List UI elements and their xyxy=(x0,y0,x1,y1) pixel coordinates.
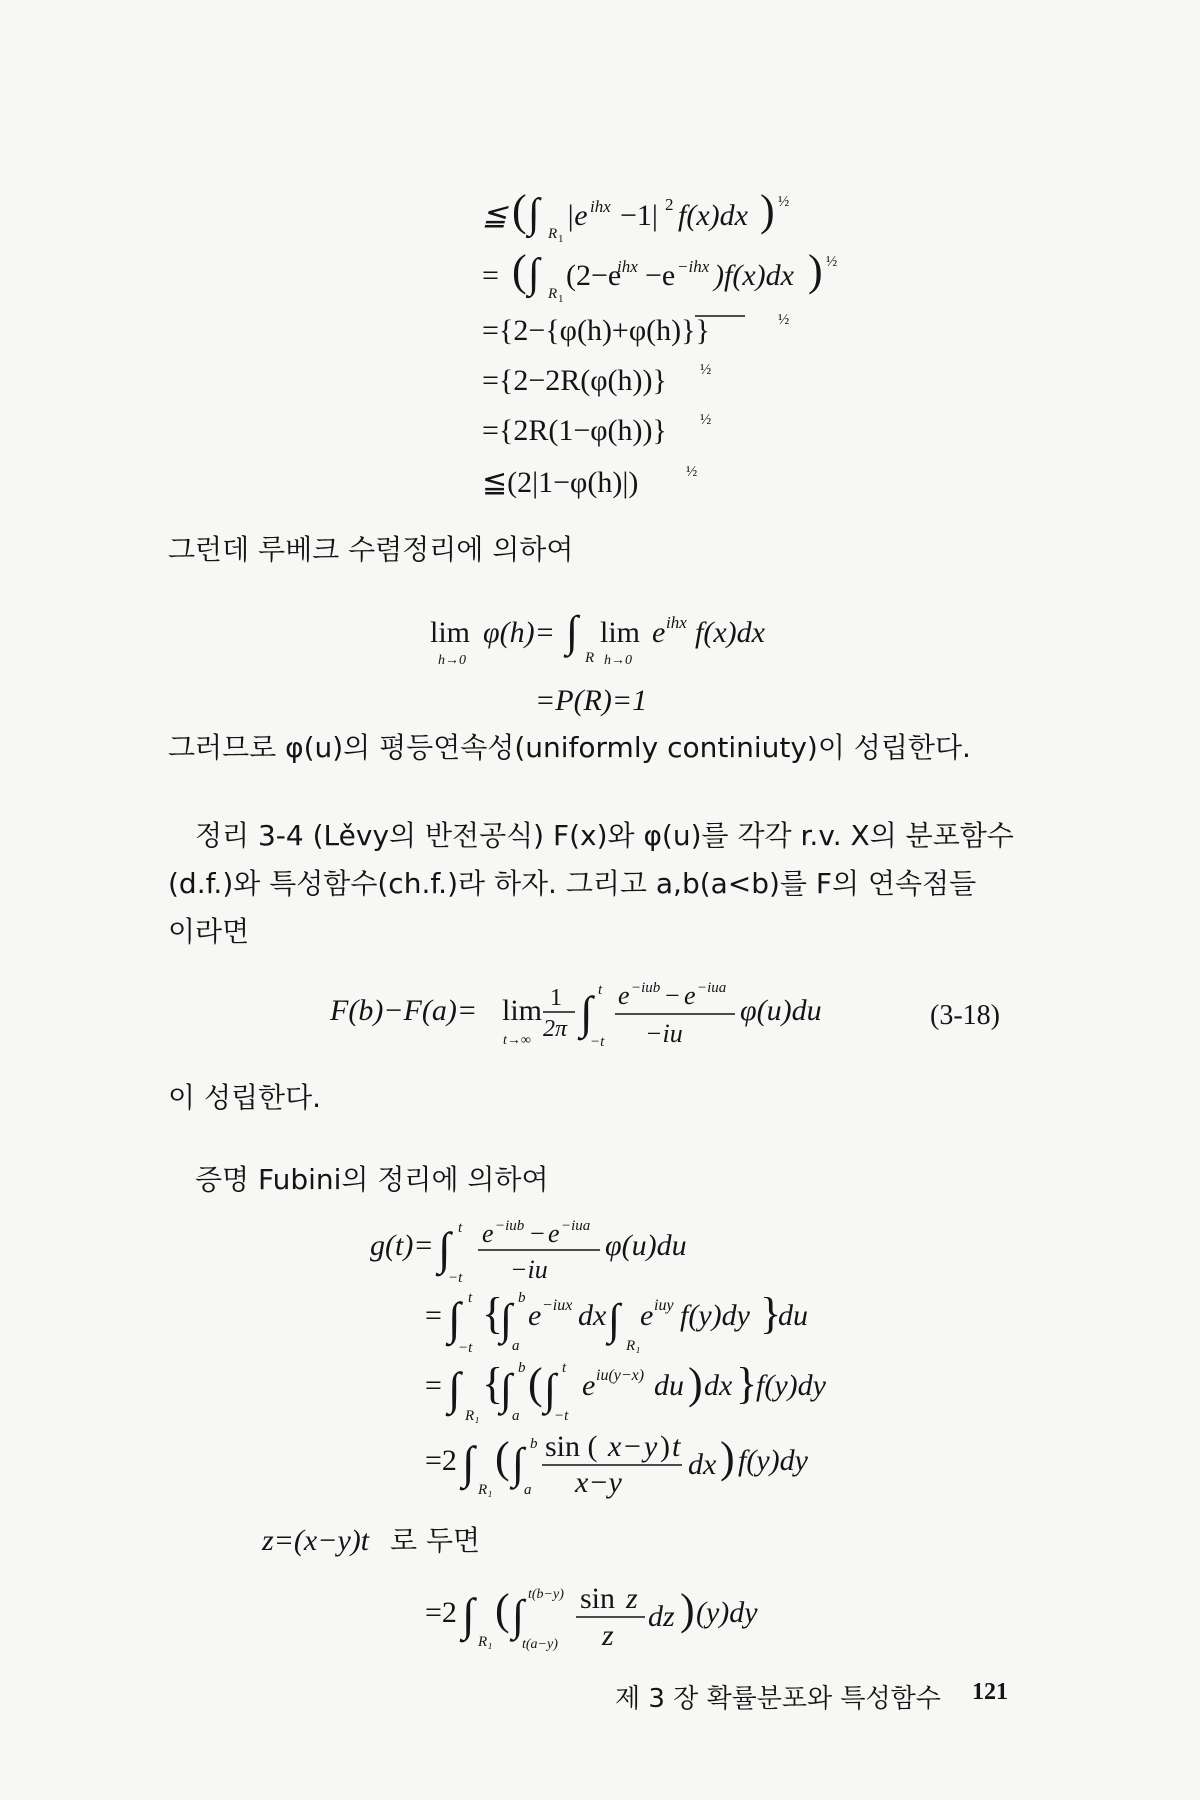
svg-text:½: ½ xyxy=(686,464,698,480)
svg-text:e: e xyxy=(528,1299,542,1332)
svg-text:=: = xyxy=(482,259,499,292)
svg-text:1: 1 xyxy=(550,985,562,1011)
final-equation xyxy=(0,1570,1200,1670)
svg-text:e: e xyxy=(548,1219,560,1248)
svg-text:(: ( xyxy=(495,1433,510,1482)
svg-text:g(t)=: g(t)= xyxy=(370,1229,434,1262)
proof-eq-3 xyxy=(425,1359,827,1424)
svg-text:½: ½ xyxy=(700,362,712,378)
svg-text:−iu: −iu xyxy=(645,1019,683,1048)
svg-text:−t: −t xyxy=(554,1408,569,1424)
svg-text:)f(x)dx: )f(x)dx xyxy=(714,259,794,292)
substitution-line xyxy=(0,1510,1200,1570)
svg-text:dx: dx xyxy=(688,1448,717,1481)
svg-text:∫: ∫ xyxy=(512,1439,525,1488)
svg-text:R: R xyxy=(548,226,558,242)
svg-text:e: e xyxy=(652,616,666,649)
paragraph-holds: 이 성립한다. xyxy=(168,1081,322,1114)
svg-text:{: { xyxy=(482,1359,504,1408)
theorem-line-3: 이라면 xyxy=(168,915,250,948)
svg-text:1: 1 xyxy=(558,293,564,305)
svg-text:t→∞: t→∞ xyxy=(503,1033,531,1048)
svg-text:ihx: ihx xyxy=(590,197,611,216)
equation-number: (3-18) xyxy=(930,1000,1000,1031)
svg-text:(: ( xyxy=(512,246,527,295)
paragraph-lebesgue: 그런데 루베크 수렴정리에 의하여 xyxy=(168,533,574,566)
svg-text:∫: ∫ xyxy=(512,1591,525,1640)
svg-text:½: ½ xyxy=(700,412,712,428)
svg-text:≦: ≦ xyxy=(482,199,508,232)
svg-text:½: ½ xyxy=(778,194,790,210)
svg-text:f(y)dy: f(y)dy xyxy=(756,1369,826,1402)
svg-text:R₁: R₁ xyxy=(478,1634,493,1650)
svg-text:}: } xyxy=(760,1289,782,1338)
derivation-line-4 xyxy=(482,362,711,397)
svg-text:−iub: −iub xyxy=(495,1218,525,1234)
svg-text:): ) xyxy=(680,1585,695,1634)
svg-text:du: du xyxy=(654,1369,684,1402)
svg-text:={2−2R(φ(h))}: ={2−2R(φ(h))} xyxy=(482,364,667,397)
svg-text:): ) xyxy=(688,1359,703,1408)
svg-text:): ) xyxy=(760,186,775,235)
svg-text:lim: lim xyxy=(502,994,543,1027)
paragraph-uniform-continuity: 그러므로 φ(u)의 평등연속성(uniformly continiuty)이 성립한다. xyxy=(168,731,971,764)
svg-text:∫: ∫ xyxy=(566,607,579,656)
svg-text:∫: ∫ xyxy=(528,191,540,237)
proof-eq-2 xyxy=(425,1289,808,1356)
derivation-line-1 xyxy=(482,186,789,245)
svg-text:dx: dx xyxy=(578,1299,607,1332)
svg-text:∫: ∫ xyxy=(462,1589,475,1640)
svg-text:=P(R)=1: =P(R)=1 xyxy=(535,684,648,717)
svg-text:∫: ∫ xyxy=(544,1365,557,1414)
svg-text:=: = xyxy=(425,1369,442,1402)
svg-text:∫: ∫ xyxy=(438,1223,451,1274)
svg-text:dx: dx xyxy=(704,1369,733,1402)
svg-text:={2R(1−φ(h))}: ={2R(1−φ(h))} xyxy=(482,414,667,447)
svg-text:(y)dy: (y)dy xyxy=(696,1596,758,1629)
svg-text:e: e xyxy=(582,1369,596,1402)
svg-text:−iu: −iu xyxy=(510,1255,548,1284)
svg-text:t: t xyxy=(458,1220,463,1236)
svg-text:|e: |e xyxy=(566,199,588,232)
svg-text:f(y)dy: f(y)dy xyxy=(738,1444,808,1477)
svg-text:2: 2 xyxy=(665,195,674,214)
svg-text:로 두면: 로 두면 xyxy=(390,1524,481,1557)
svg-text:½: ½ xyxy=(778,312,790,328)
svg-text:lim: lim xyxy=(430,616,471,649)
svg-text:lim: lim xyxy=(600,616,641,649)
svg-text:e: e xyxy=(618,981,630,1010)
svg-text:(: ( xyxy=(512,186,527,235)
svg-text:∫: ∫ xyxy=(500,1295,513,1344)
svg-text:b: b xyxy=(530,1436,538,1452)
svg-text:du: du xyxy=(778,1299,808,1332)
svg-text:R: R xyxy=(548,286,558,302)
derivation-line-2 xyxy=(482,246,837,305)
svg-text:−1|: −1| xyxy=(620,199,658,232)
svg-text:a: a xyxy=(512,1408,520,1424)
svg-text:∫: ∫ xyxy=(608,1295,621,1344)
svg-text:dz: dz xyxy=(648,1600,675,1633)
svg-text:=: = xyxy=(425,1299,442,1332)
svg-text:b: b xyxy=(518,1290,526,1306)
svg-text:∫: ∫ xyxy=(448,1363,461,1414)
svg-text:1: 1 xyxy=(558,233,564,245)
svg-text:−: − xyxy=(624,1430,641,1463)
svg-text:t: t xyxy=(468,1290,473,1306)
svg-text:h→0: h→0 xyxy=(438,653,466,668)
svg-text:∫: ∫ xyxy=(580,987,593,1038)
svg-text:}: } xyxy=(736,1359,758,1408)
svg-text:a: a xyxy=(524,1482,532,1498)
svg-text:iuy: iuy xyxy=(654,1297,674,1314)
svg-text:≦(2|1−φ(h)|): ≦(2|1−φ(h)|) xyxy=(482,466,639,499)
svg-text:φ(u)du: φ(u)du xyxy=(605,1229,687,1262)
svg-text:−t: −t xyxy=(458,1340,473,1356)
svg-text:f(x)dx: f(x)dx xyxy=(678,199,748,232)
theorem-line-2: (d.f.)와 특성함수(ch.f.)라 하자. 그리고 a,b(a<b)를 F의 연속점들 xyxy=(168,867,977,900)
svg-text:2π: 2π xyxy=(543,1016,568,1042)
svg-text:−ihx: −ihx xyxy=(677,257,710,276)
svg-text:ihx: ihx xyxy=(666,613,687,632)
svg-text:t(a−y): t(a−y) xyxy=(522,1637,558,1652)
svg-text:x−y: x−y xyxy=(575,1466,622,1499)
svg-text:φ(h)=: φ(h)= xyxy=(483,616,555,649)
svg-text:R₁: R₁ xyxy=(478,1482,493,1498)
svg-text:z=(x−y)t: z=(x−y)t xyxy=(262,1524,370,1557)
svg-text:t: t xyxy=(562,1360,567,1376)
svg-text:=2: =2 xyxy=(425,1444,457,1477)
svg-text:y: y xyxy=(644,1430,658,1463)
svg-text:(: ( xyxy=(495,1585,510,1634)
svg-text:x: x xyxy=(608,1430,622,1463)
svg-text:f(y)dy: f(y)dy xyxy=(680,1299,750,1332)
svg-text:): ) xyxy=(720,1433,735,1482)
svg-text:a: a xyxy=(512,1338,520,1354)
chapter-footer: 제 3 장 확률분포와 특성함수 xyxy=(615,1684,941,1714)
svg-text:½: ½ xyxy=(826,254,838,270)
svg-text:∫: ∫ xyxy=(500,1365,513,1414)
svg-text:−: − xyxy=(665,981,680,1010)
proof-equations xyxy=(0,1210,1200,1510)
proof-eq-4 xyxy=(425,1430,809,1499)
svg-text:−iub: −iub xyxy=(631,980,661,996)
svg-text:h→0: h→0 xyxy=(604,653,632,668)
svg-text:={2−{φ(h)+φ(h)}}: ={2−{φ(h)+φ(h)}} xyxy=(482,314,710,347)
svg-text:z: z xyxy=(602,1619,614,1652)
svg-text:{: { xyxy=(482,1289,504,1338)
svg-text:=2: =2 xyxy=(425,1596,457,1629)
levy-inversion-formula xyxy=(0,960,1200,1080)
svg-text:e: e xyxy=(640,1299,654,1332)
svg-text:ihx: ihx xyxy=(617,257,638,276)
svg-text:iu(y−x): iu(y−x) xyxy=(596,1367,645,1384)
svg-text:R₁: R₁ xyxy=(465,1408,480,1424)
svg-text:sin: sin xyxy=(580,1582,616,1615)
svg-text:t(b−y): t(b−y) xyxy=(528,1587,564,1602)
svg-text:φ(u)du: φ(u)du xyxy=(740,994,822,1027)
svg-text:∫: ∫ xyxy=(448,1293,461,1344)
svg-text:−t: −t xyxy=(590,1034,605,1050)
page-number: 121 xyxy=(972,1679,1008,1705)
proof-intro: 증명 Fubini의 정리에 의하여 xyxy=(195,1163,549,1196)
svg-text:−iua: −iua xyxy=(561,1218,591,1234)
svg-text:F(b)−F(a)=: F(b)−F(a)= xyxy=(330,994,478,1027)
svg-text:e: e xyxy=(482,1219,494,1248)
derivation-line-3 xyxy=(482,312,789,347)
svg-text:z: z xyxy=(626,1582,638,1615)
svg-text:−iux: −iux xyxy=(542,1297,573,1314)
svg-text:−e: −e xyxy=(645,259,676,292)
svg-text:∫: ∫ xyxy=(462,1437,475,1488)
svg-text:−iua: −iua xyxy=(697,980,727,996)
svg-text:t: t xyxy=(598,982,603,998)
theorem-line-1: 정리 3-4 (Lěvy의 반전공식) F(x)와 φ(u)를 각각 r.v. X의 분포함수 xyxy=(195,819,1014,852)
svg-text:−t: −t xyxy=(448,1270,463,1286)
svg-text:b: b xyxy=(518,1360,526,1376)
derivation-line-6 xyxy=(482,464,697,499)
svg-text:R₁: R₁ xyxy=(626,1338,641,1354)
svg-text:R: R xyxy=(585,650,595,666)
svg-text:∫: ∫ xyxy=(528,251,540,297)
proof-eq-1 xyxy=(370,1218,687,1286)
svg-text:(: ( xyxy=(528,1359,543,1408)
svg-text:): ) xyxy=(808,246,823,295)
svg-text:e: e xyxy=(684,981,696,1010)
svg-text:sin (: sin ( xyxy=(545,1430,598,1463)
svg-text:): ) xyxy=(660,1430,670,1463)
svg-text:f(x)dx: f(x)dx xyxy=(695,616,765,649)
svg-text:(2−e: (2−e xyxy=(566,259,622,292)
derivation-line-5 xyxy=(482,412,711,447)
svg-text:t: t xyxy=(672,1430,681,1463)
limit-equation xyxy=(0,600,1200,740)
svg-text:−: − xyxy=(530,1219,545,1248)
